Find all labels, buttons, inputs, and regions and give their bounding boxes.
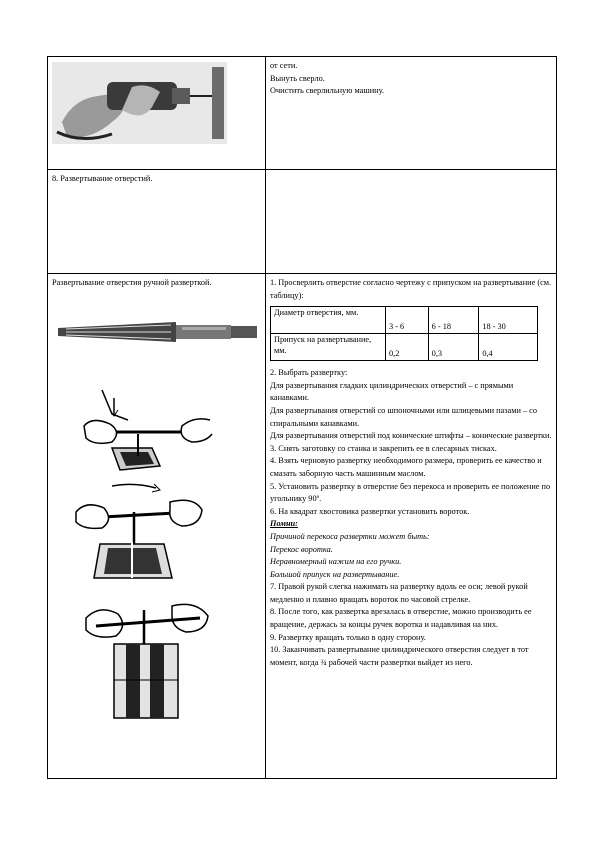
text-line: Вынуть сверло. xyxy=(269,73,325,83)
step-text: Перекос воротка. xyxy=(269,544,333,554)
text-line: от сети. xyxy=(269,61,298,70)
step-text: 4. Взять черновую развертку необходимого размера, проверить ее качество и смазать заборную часть машинным маслом. xyxy=(269,456,542,478)
reaming-step-illustration xyxy=(82,386,214,474)
right-cell xyxy=(265,57,556,170)
step-text: 7. Правой рукой слегка нажимать на развертку вдоль ее оси; левой рукой медленно и плавно вращать вороток по часовой стрелке. xyxy=(269,582,528,604)
left-cell xyxy=(48,274,266,779)
table-row xyxy=(270,307,537,334)
step-text: 3. Снять заготовку со станка и закрепить ее в слесарных тисках. xyxy=(269,443,497,453)
text-line: Очистить сверлильную машину. xyxy=(269,86,384,96)
reaming-step-illustration xyxy=(74,482,206,582)
step-text: Для развертывания отверстий под конические штифты – конические развертки. xyxy=(269,431,552,441)
table-row xyxy=(48,170,557,274)
step-text: Неравномерный нажим на его ручки. xyxy=(269,557,402,567)
steps-list xyxy=(270,367,552,669)
step-text: Причиной перекоса развертки может быть: xyxy=(269,531,430,541)
drill-illustration xyxy=(52,62,227,144)
table-cell: Припуск на развертывание, мм. xyxy=(270,334,385,361)
right-cell xyxy=(265,170,556,274)
reaming-step-illustration xyxy=(82,590,212,722)
right-cell xyxy=(265,274,556,779)
step-text: Помни: xyxy=(269,519,298,529)
table-cell: 18 - 30 xyxy=(479,307,538,334)
table-cell: Диаметр отверстия, мм. xyxy=(270,307,385,334)
table-cell: 0,4 xyxy=(479,334,538,361)
step-text: Для развертывания гладких цилиндрических отверстий – с прямыми канавками. xyxy=(269,380,514,403)
step-text: 10. Заканчивать развертывание цилиндрического отверстия следует в тот момент, когда ¾ рабочей части развертки выйдет из него. xyxy=(269,645,529,667)
table-row xyxy=(270,334,537,361)
reamer-illustration xyxy=(56,314,261,350)
table-cell: 6 - 18 xyxy=(428,307,479,334)
step-text: 6. На квадрат хвостовика развертки установить вороток. xyxy=(269,506,470,516)
instruction-table xyxy=(47,56,557,779)
table-row xyxy=(48,274,557,779)
section-title: 8. Развертывание отверстий. xyxy=(52,174,153,183)
step-text: 8. После того, как развертка врезалась в отверстие, можно производить ее вращение, держась за концы ручек воротка и надавливая на них. xyxy=(269,607,532,630)
step-text: 1. Просверлить отверстие согласно чертежу с припуском на развертывание (см. таблицу): xyxy=(269,278,552,300)
table-row xyxy=(48,57,557,170)
table-cell: 3 - 6 xyxy=(385,307,428,334)
allowance-table xyxy=(270,306,538,361)
left-cell xyxy=(48,57,266,170)
step-text: Для развертывания отверстий со шпоночными или шлицевыми пазами – со спиральными канавками. xyxy=(269,405,538,428)
table-cell: 0,2 xyxy=(385,334,428,361)
step-text: 5. Установить развертку в отверстие без перекоса и проверить ее положение по угольнику 90º. xyxy=(269,481,551,504)
left-cell xyxy=(48,170,266,274)
section-subtitle: Развертывание отверстия ручной разверткой. xyxy=(52,278,212,287)
step-text: Большой припуск на развертывание. xyxy=(269,569,400,579)
table-cell: 0,3 xyxy=(428,334,479,361)
step-text: 9. Развертку вращать только в одну сторону. xyxy=(269,632,426,642)
step-text: 2. Выбрать развертку: xyxy=(269,368,348,378)
